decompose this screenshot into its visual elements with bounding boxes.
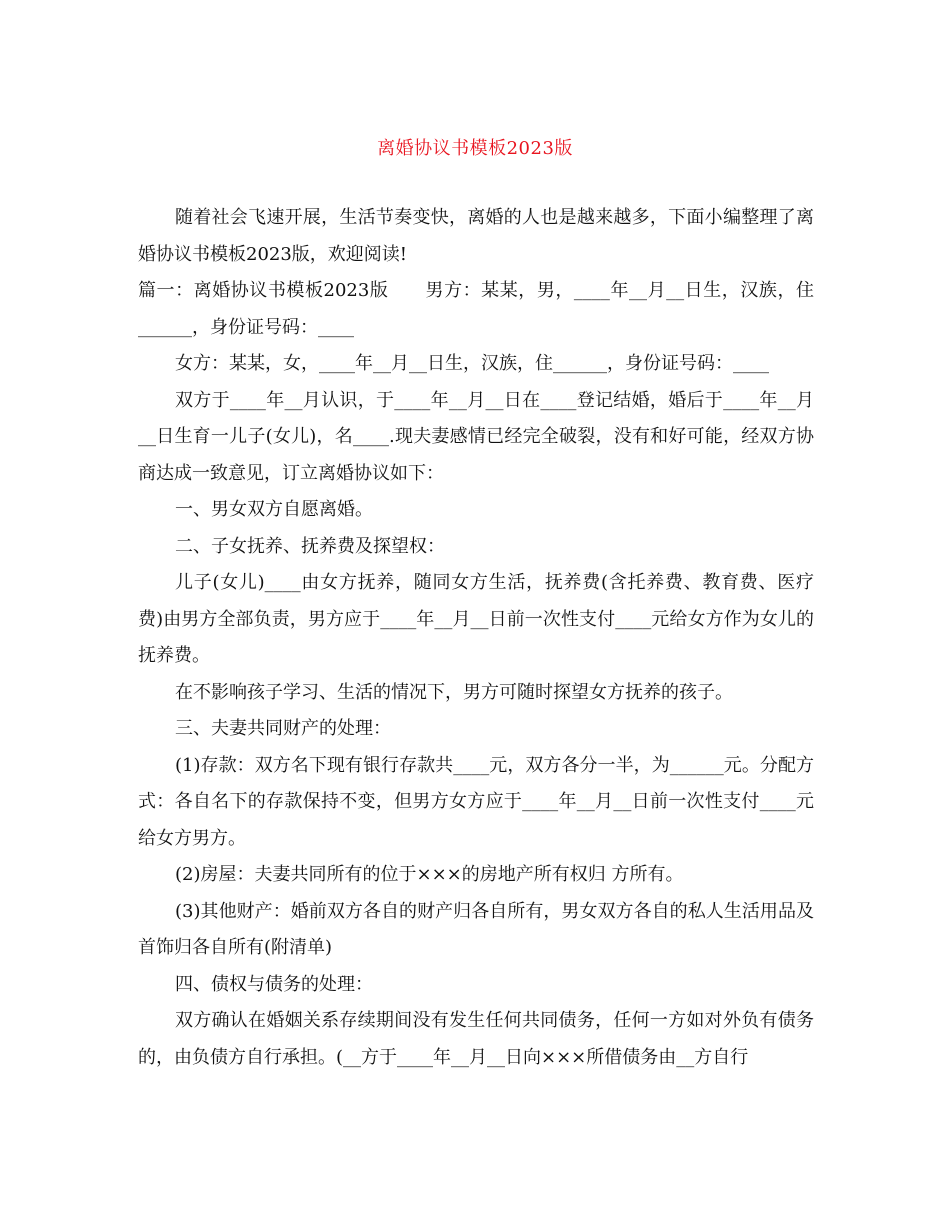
custody-paragraph: 儿子(女儿)____由女方抚养，随同女方生活，抚养费(含托养费、教育费、医疗费)由男方全部负责，男方应于____年__月__日前一次性支付____元给女方作为女儿的抚养费。 (138, 572, 814, 666)
husband-info-paragraph: 篇一：离婚协议书模板2023版 男方：某某，男，____年__月__日生，汉族，住______，身份证号码：____ (138, 280, 814, 338)
visitation-paragraph: 在不影响孩子学习、生活的情况下，男方可随时探望女方抚养的孩子。 (175, 681, 733, 703)
deposit-paragraph: (1)存款：双方名下现有银行存款共____元，双方各分一半，为______元。分配方式：各自名下的存款保持不变，但男方女方应于____年__月__日前一次性支付____元给女方男方。 (138, 754, 814, 849)
clause-1-heading: 一、男女双方自愿离婚。 (175, 499, 373, 520)
intro-paragraph: 随着社会飞速开展，生活节奏变快，离婚的人也是越来越多，下面小编整理了离婚协议书模板2023版，欢迎阅读! (138, 207, 814, 265)
clause-3-heading: 三、夫妻共同财产的处理： (175, 718, 391, 739)
document-body (138, 200, 814, 1076)
wife-info-paragraph: 女方：某某，女，____年__月__日生，汉族，住______，身份证号码：____ (175, 353, 769, 374)
document-title: 离婚协议书模板2023版 (377, 138, 573, 159)
clause-4-heading: 四、债权与债务的处理： (175, 973, 373, 995)
clause-2-heading: 二、子女抚养、抚养费及探望权： (175, 535, 445, 557)
house-paragraph: (2)房屋：夫妻共同所有的位于×××的房地产所有权归 方所有。 (175, 864, 684, 885)
marriage-history-paragraph: 双方于____年__月认识，于____年__月__日在____登记结婚，婚后于____年__月__日生育一儿子(女儿)，名____.现夫妻感情已经完全破裂，没有和好可能，经双方协商达成一致意见，订立离婚协议如下： (138, 389, 814, 484)
debt-paragraph: 双方确认在婚姻关系存续期间没有发生任何共同债务，任何一方如对外负有债务的，由负债方自行承担。(__方于____年__月__日向×××所借债务由__方自行 (138, 1010, 814, 1068)
other-property-paragraph: (3)其他财产：婚前双方各自的财产归各自所有，男女双方各自的私人生活用品及首饰归各自所有(附清单) (138, 900, 814, 958)
